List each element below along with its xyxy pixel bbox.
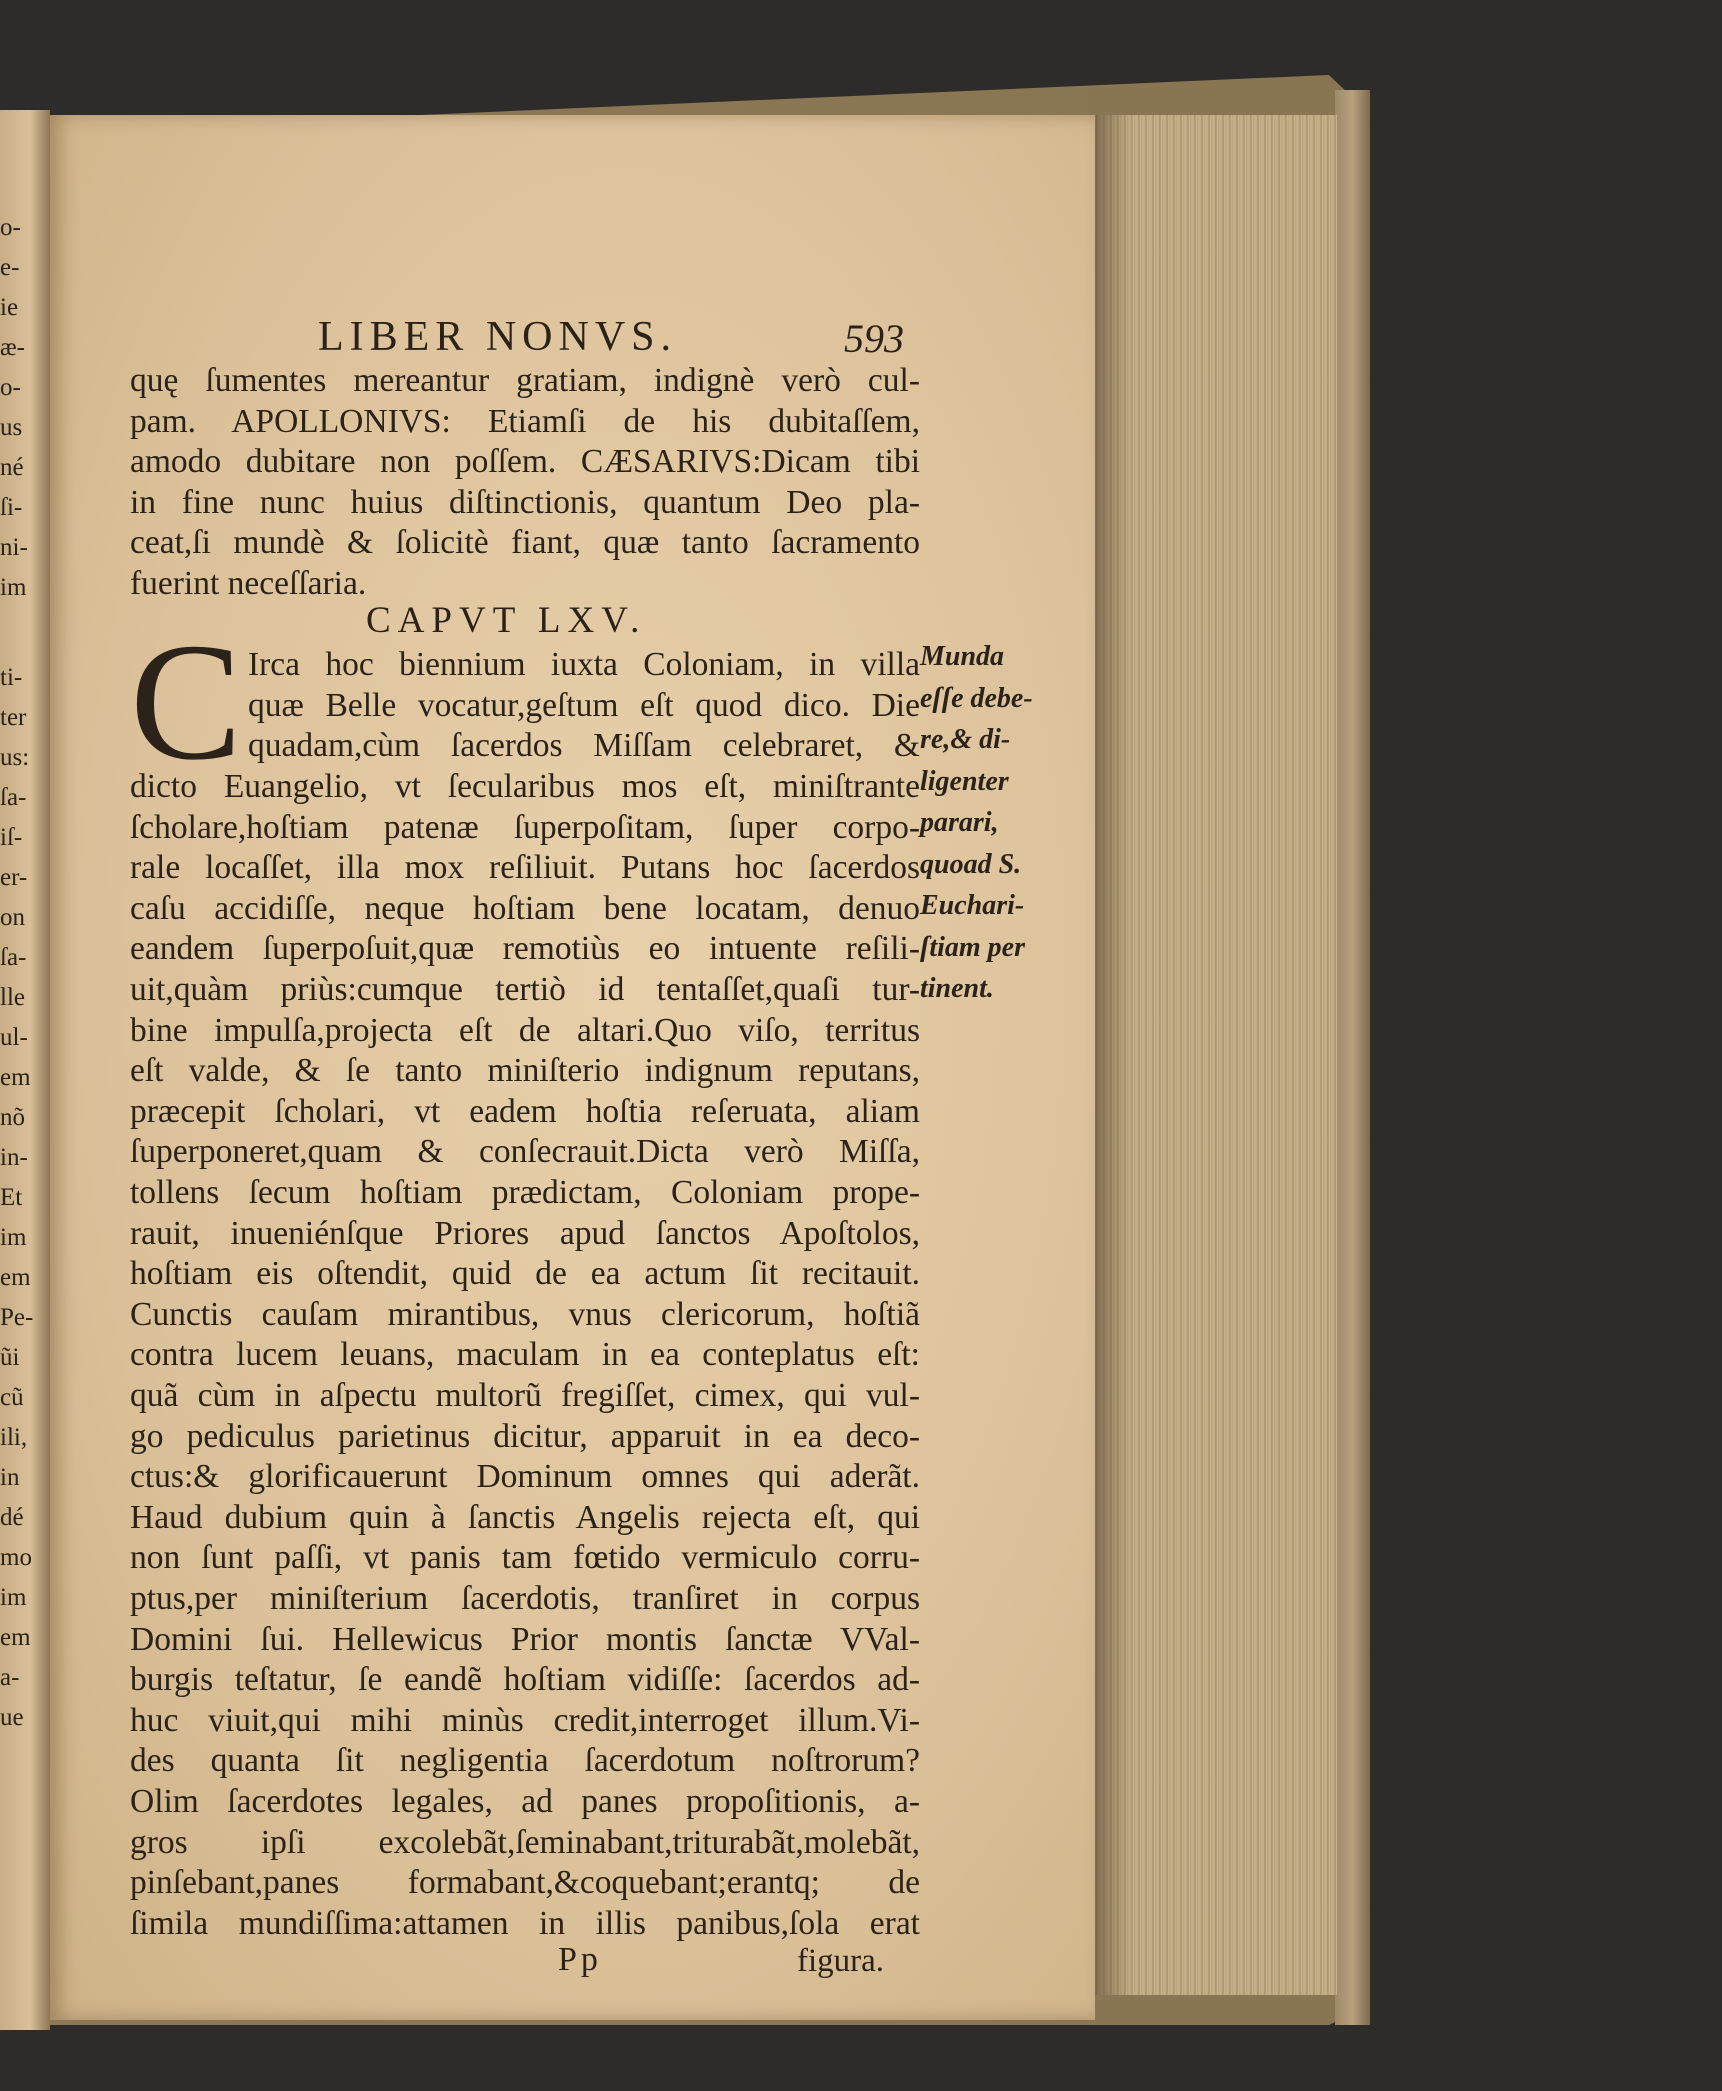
previous-page-fragment: ſa- [0, 944, 27, 971]
text-line: ſcholare,hoſtiam patenæ ſuperpoſitam, ſuper corpo- [130, 808, 920, 846]
previous-page-fragment: ũi [0, 1344, 20, 1371]
text-line: go pediculus parietinus dicitur, apparuit in ea deco- [130, 1417, 920, 1455]
text-line: ſuperponeret,quam & conſecrauit.Dicta verò Miſſa, [130, 1133, 920, 1171]
previous-page-fragment: mo [0, 1544, 32, 1571]
previous-page-fragment: ili, [0, 1424, 28, 1451]
previous-page-fragment: o- [0, 214, 21, 241]
previous-page-fragment: ni- [0, 534, 28, 561]
previous-page-fragment: cũ [0, 1384, 24, 1411]
marginal-note-line: ligenter [920, 765, 1009, 797]
signature-mark: Pp [558, 1941, 602, 1978]
previous-page-fragment: im [0, 1224, 27, 1251]
previous-page-fragment: e- [0, 254, 20, 281]
text-line: amodo dubitare non poſſem. CÆSARIVS:Dicam tibi [130, 443, 920, 481]
text-line: dicto Euangelio, vt ſecularibus mos eſt, miniſtrante [130, 768, 920, 805]
previous-page-fragment: iſ- [0, 824, 23, 851]
text-line: des quanta ſit negligentia ſacerdotum noſtrorum? [130, 1742, 920, 1780]
drop-cap-initial: C [130, 609, 243, 795]
text-line: præcepit ſcholari, vt eadem hoſtia reſeruata, aliam [130, 1092, 920, 1130]
previous-page-fragment: ue [0, 1704, 24, 1731]
previous-page-fragment: né [0, 454, 24, 481]
text-line: quã cùm in aſpectu multorũ fregiſſet, cimex, qui vul- [130, 1377, 920, 1414]
text-line: non ſunt paſſi, vt panis tam fœtido vermiculo corru- [130, 1539, 920, 1577]
text-line: caſu accidiſſe, neque hoſtiam bene locatam, denuo [130, 889, 920, 927]
running-header-title: LIBER NONVS. [318, 314, 678, 360]
previous-page-fragment: em [0, 1064, 31, 1091]
text-line: Olim ſacerdotes legales, ad panes propoſitionis, a- [130, 1783, 920, 1820]
text-line: rale locaſſet, illa mox reſiliuit. Putans hoc ſacerdos [130, 849, 920, 887]
previous-page-fragment: ul- [0, 1024, 28, 1051]
text-line: eandem ſuperpoſuit,quæ remotiùs eo intuente reſili- [130, 930, 920, 968]
text-line: burgis teſtatur, ſe eandẽ hoſtiam vidiſſe: ſacerdos ad- [130, 1661, 920, 1699]
text-line: Haud dubium quin à ſanctis Angelis rejecta eſt, qui [130, 1498, 920, 1536]
previous-page-fragment: in [0, 1464, 20, 1491]
marginal-note-line: eſſe debe- [920, 682, 1033, 714]
text-line: eſt valde, & ſe tanto miniſterio indignum reputans, [130, 1052, 920, 1090]
previous-page-fragment: ter [0, 704, 27, 731]
text-line: tollens ſecum hoſtiam prædictam, Coloniam prope- [130, 1174, 920, 1211]
text-line: gros ipſi excolebãt,ſeminabant,triturabãt,molebãt, [130, 1823, 920, 1861]
text-line: Irca hoc biennium iuxta Coloniam, in villa [248, 646, 920, 684]
marginal-note-line: ſtiam per [920, 931, 1025, 963]
page-number: 593 [844, 316, 904, 361]
text-line: Cunctis cauſam mirantibus, vnus clericorum, hoſtiã [130, 1295, 920, 1333]
previous-page-fragment: ſi- [0, 494, 23, 521]
text-line: ceat,ſi mundè & ſolicitè fiant, quæ tanto ſacramento [130, 524, 920, 562]
previous-page-fragment: im [0, 1584, 27, 1611]
previous-page-fragment: Pe- [0, 1304, 34, 1331]
previous-page-strip [0, 110, 50, 2030]
text-line: fuerint neceſſaria. [130, 565, 367, 602]
text-line: pinſebant,panes formabant,&coquebant;erantq; de [130, 1864, 920, 1902]
text-line: hoſtiam eis oſtendit, quid de ea actum ſit recitauit. [130, 1255, 920, 1293]
marginal-note-line: tinent. [920, 973, 994, 1004]
text-line: quadam,cùm ſacerdos Miſſam celebraret, & [248, 727, 920, 765]
previous-page-fragment: im [0, 574, 27, 601]
previous-page-fragment: us: [0, 744, 30, 771]
text-line: rauit, inueniénſque Priores apud ſanctos Apoſtolos, [130, 1214, 920, 1252]
previous-page-fragment: æ- [0, 334, 25, 361]
previous-page-fragment: lle [0, 984, 25, 1011]
text-line: contra lucem leuans, maculam in ea conteplatus eſt: [130, 1336, 920, 1374]
marginal-note-line: quoad S. [920, 848, 1022, 880]
previous-page-fragment: em [0, 1624, 31, 1651]
text-line: quę ſumentes mereantur gratiam, indignè verò cul- [130, 362, 920, 399]
previous-page-fragment: Et [0, 1184, 23, 1211]
text-line: Domini ſui. Hellewicus Prior montis ſanctæ VVal- [130, 1620, 920, 1658]
previous-page-fragment: o- [0, 374, 21, 401]
book-cover-edge [1335, 90, 1370, 2025]
previous-page-fragment: em [0, 1264, 31, 1291]
text-line: ptus,per miniſterium ſacerdotis, tranſiret in corpus [130, 1580, 920, 1617]
previous-page-fragment: er- [0, 864, 28, 891]
marginal-note-line: Munda [920, 641, 1005, 672]
previous-page-fragment: in- [0, 1144, 28, 1171]
marginal-note-line: Euchari- [920, 890, 1025, 921]
text-line: ſimila mundiſſima:attamen in illis panibus,ſola erat [130, 1904, 920, 1942]
text-line: ctus:& glorificauerunt Dominum omnes qui aderãt. [130, 1458, 920, 1496]
previous-page-fragment: on [0, 904, 25, 931]
previous-page-fragment: ſa- [0, 784, 27, 811]
previous-page-fragment: a- [0, 1664, 20, 1691]
previous-page-fragment: nõ [0, 1104, 25, 1131]
text-line: quæ Belle vocatur,geſtum eſt quod dico. Die [248, 686, 920, 724]
catchword: figura. [797, 1943, 885, 1979]
text-line: in fine nunc huius diſtinctionis, quantum Deo pla- [130, 483, 920, 521]
previous-page-fragment: dé [0, 1504, 24, 1531]
text-line: uit,quàm priùs:cumque tertiò id tentaſſet,quaſi tur- [130, 971, 920, 1008]
page-edges-shadow [1092, 115, 1132, 1995]
previous-page-fragment: us [0, 414, 23, 441]
book-page [50, 115, 1095, 2020]
text-line: huc viuit,qui mihi minùs credit,interroget illum.Vi- [130, 1701, 920, 1739]
text-line: bine impulſa,projecta eſt de altari.Quo viſo, territus [130, 1011, 920, 1049]
marginal-note-line: re,& di- [920, 724, 1011, 755]
chapter-heading: CAPVT LXV. [366, 600, 647, 641]
previous-page-fragment: ie [0, 294, 19, 321]
marginal-note-line: parari, [920, 807, 999, 838]
previous-page-fragment: ti- [0, 664, 23, 691]
text-line: pam. APOLLONIVS: Etiamſi de his dubitaſſem, [130, 402, 920, 440]
